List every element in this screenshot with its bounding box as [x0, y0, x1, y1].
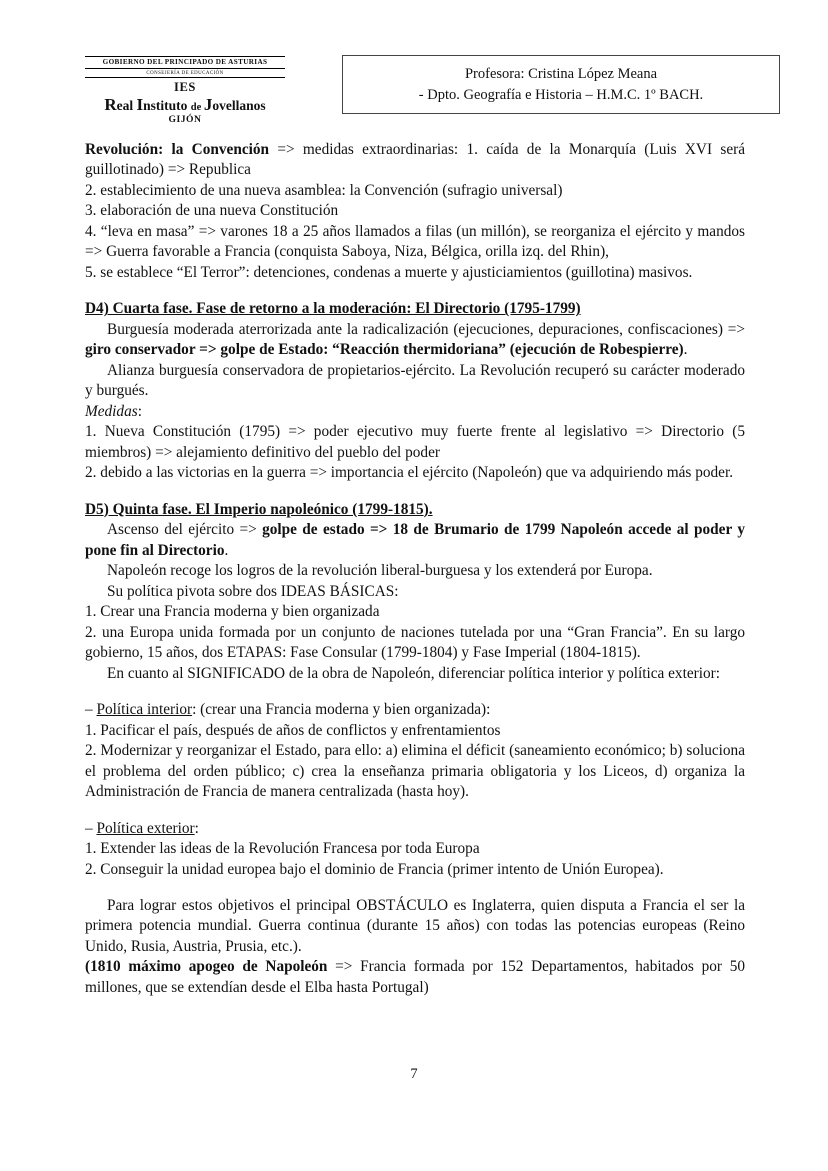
teacher-info-box [342, 55, 780, 114]
page-number: 7 [410, 1066, 418, 1082]
teacher-name-line: Profesora: Cristina López Meana [464, 65, 658, 82]
d5-p1-bold: golpe de estado => 18 de Brumario de 1799 Napoleón accede al poder y pone fin al Directorio [85, 521, 745, 559]
d4-p1-bold: giro conservador => golpe de Estado: “Reacción thermidoriana” (ejecución de Robespierre) [85, 341, 684, 359]
heading-d5-quinta-fase: D5) Quinta fase. El Imperio napoleónico (1799-1815). [85, 500, 433, 518]
paragraph-d5-logros [85, 561, 745, 581]
paragraph-d4-medidas-label [85, 402, 745, 422]
paragraph-obstaculo-inglaterra [85, 896, 745, 957]
politica-interior-rest: : (crear una Francia moderna y bien organizada): [192, 701, 491, 719]
letterhead-initial-i: I [136, 94, 144, 114]
heading-d4-cuarta-fase: D4) Cuarta fase. Fase de retorno a la moderación: El Directorio (1795-1799) [85, 300, 581, 318]
paragraph-d5-ideas-basicas [85, 582, 745, 602]
paragraph-1810-apogeo [85, 957, 745, 998]
letterhead-initial-j: J [203, 94, 213, 114]
paragraph-exterior-item-1: 1. Extender las ideas de la Revolución Francesa por toda Europa [85, 840, 480, 858]
apogeo-rest: => Francia formada por 152 Departamentos, habitados por 50 millones, que se extendían desde el Elba hasta Portugal) [85, 958, 745, 996]
paragraph-d4-medida-2: 2. debido a las victorias en la guerra => importancia el ejército (Napoleón) que va adquiriendo más poder. [85, 464, 734, 482]
medidas-colon: : [137, 402, 142, 420]
letterhead-word-ovellanos: ovellanos [212, 97, 266, 113]
closing-p1-text: Para lograr estos objetivos el principal OBSTÁCULO es Inglaterra, quien disputa a Francia el ser la primera potencia mundial. Guerra continua (durante 15 años) con todas las potencias europeas (Reino Unido, Rusia, Austria, Prusia, etc.). [85, 896, 745, 955]
letterhead-word-nstituto: nstituto [143, 97, 191, 113]
paragraph-convencion-item3: 3. elaboración de una nueva Constitución [85, 202, 339, 220]
d5-p3-text: Su política pivota sobre dos IDEAS BÁSICAS: [107, 582, 399, 600]
convencion-lead-rest: => medidas extraordinarias: 1. caída de la Monarquía (Luis XVI será guillotinado) => Republica [85, 141, 745, 179]
letterhead-government-line: GOBIERNO DEL PRINCIPADO DE ASTURIAS [102, 58, 268, 67]
spacer-after-block1 [85, 283, 745, 299]
politica-exterior-underlined: Política exterior [96, 819, 195, 837]
paragraph-d5-ascenso [85, 520, 745, 561]
paragraph-convencion-lead [85, 140, 745, 181]
medidas-italic-label: Medidas [85, 402, 138, 420]
paragraph-politica-exterior-label [85, 819, 745, 839]
letterhead-word-de: de [190, 101, 204, 113]
paragraph-d4-medida-1: 1. Nueva Constitución (1795) => poder ejecutivo muy fuerte frente al legislativo => Directorio (5 miembros) => alejamiento definitivo del pueblo del poder [85, 423, 745, 461]
convencion-bold-lead: Revolución: la Convención [85, 141, 270, 158]
paragraph-convencion-item2: 2. establecimiento de una nueva asamblea: la Convención (sufragio universal) [85, 181, 563, 199]
paragraph-exterior-item-2: 2. Conseguir la unidad europea bajo el dominio de Francia (primer intento de Unión Europea). [85, 860, 664, 878]
politica-interior-underlined: Política interior [96, 701, 193, 719]
dash-marker: – [85, 701, 97, 719]
apogeo-bold-lead: (1810 máximo apogeo de Napoleón [85, 958, 328, 976]
letterhead-school-name [85, 95, 285, 114]
department-subject-line: - Dpto. Geografía e Historia – H.M.C. 1º BACH. [418, 86, 704, 103]
paragraph-d5-idea-2: 2. una Europa unida formada por un conjunto de naciones tutelada por una “Gran Francia”. En su largo gobierno, 15 años, dos ETAPAS: Fase Consular (1799-1804) y Fase Imperial (1804-1815). [85, 623, 745, 662]
letterhead-city: GIJÓN [168, 114, 202, 126]
d5-p1-plain: Ascenso del ejército => [107, 521, 263, 539]
paragraph-convencion-item5: 5. se establece “El Terror”: detenciones, condenas a muerte y ajusticiamientos (guillotina) masivos. [85, 263, 693, 281]
letterhead-word-eal: eal [116, 97, 137, 113]
spacer-before-politica-exterior [85, 803, 745, 819]
paragraph-d5-significado [85, 664, 745, 684]
d5-p2-text: Napoleón recoge los logros de la revolución liberal-burguesa y los extenderá por Europa. [107, 562, 653, 580]
spacer-after-d4 [85, 484, 745, 500]
d4-p1-plain: Burguesía moderada aterrorizada ante la radicalización (ejecuciones, depuraciones, confiscaciones) => [107, 320, 745, 338]
letterhead-ies-label: IES [174, 80, 196, 95]
d4-p2-text: Alianza burguesía conservadora de propietarios-ejército. La Revolución recuperó su carácter moderado y burgués. [85, 361, 745, 400]
d5-p4-text: En cuanto al SIGNIFICADO de la obra de Napoleón, diferenciar política interior y política exterior: [107, 664, 720, 682]
dash-marker: – [85, 819, 97, 837]
document-body [85, 140, 745, 998]
letterhead-initial-r: R [104, 94, 117, 114]
paragraph-interior-item-1: 1. Pacificar el país, después de años de conflictos y enfrentamientos [85, 721, 501, 739]
institution-letterhead-logo [85, 56, 285, 126]
paragraph-d5-idea-1: 1. Crear una Francia moderna y bien organizada [85, 603, 380, 621]
spacer-before-politica-interior [85, 684, 745, 700]
paragraph-convencion-item4: 4. “leva en masa” => varones 18 a 25 años llamados a filas (un millón), se reorganiza el ejército y mandos => Guerra favorable a Francia (conquista Saboya, Niza, Bélgica, orilla izq. del Rhin), [85, 222, 745, 261]
politica-exterior-rest: : [194, 819, 199, 837]
d4-p1-period: . [683, 341, 688, 359]
paragraph-d4-alianza [85, 361, 745, 402]
spacer-before-closing [85, 880, 745, 896]
paragraph-interior-item-2: 2. Modernizar y reorganizar el Estado, para ello: a) elimina el déficit (saneamiento económico; b) soluciona el problema del orden público; c) crea la enseñanza primaria obligatoria y los Liceos, d) organiza la Administración de Francia de manera centralizada (hasta hoy). [85, 742, 745, 801]
paragraph-d4-burguesia [85, 320, 745, 361]
letterhead-department-line: CONSEJERÍA DE EDUCACIÓN [146, 70, 224, 76]
page-header [0, 48, 828, 138]
d5-p1-period: . [224, 541, 229, 559]
paragraph-politica-interior-label [85, 700, 745, 720]
